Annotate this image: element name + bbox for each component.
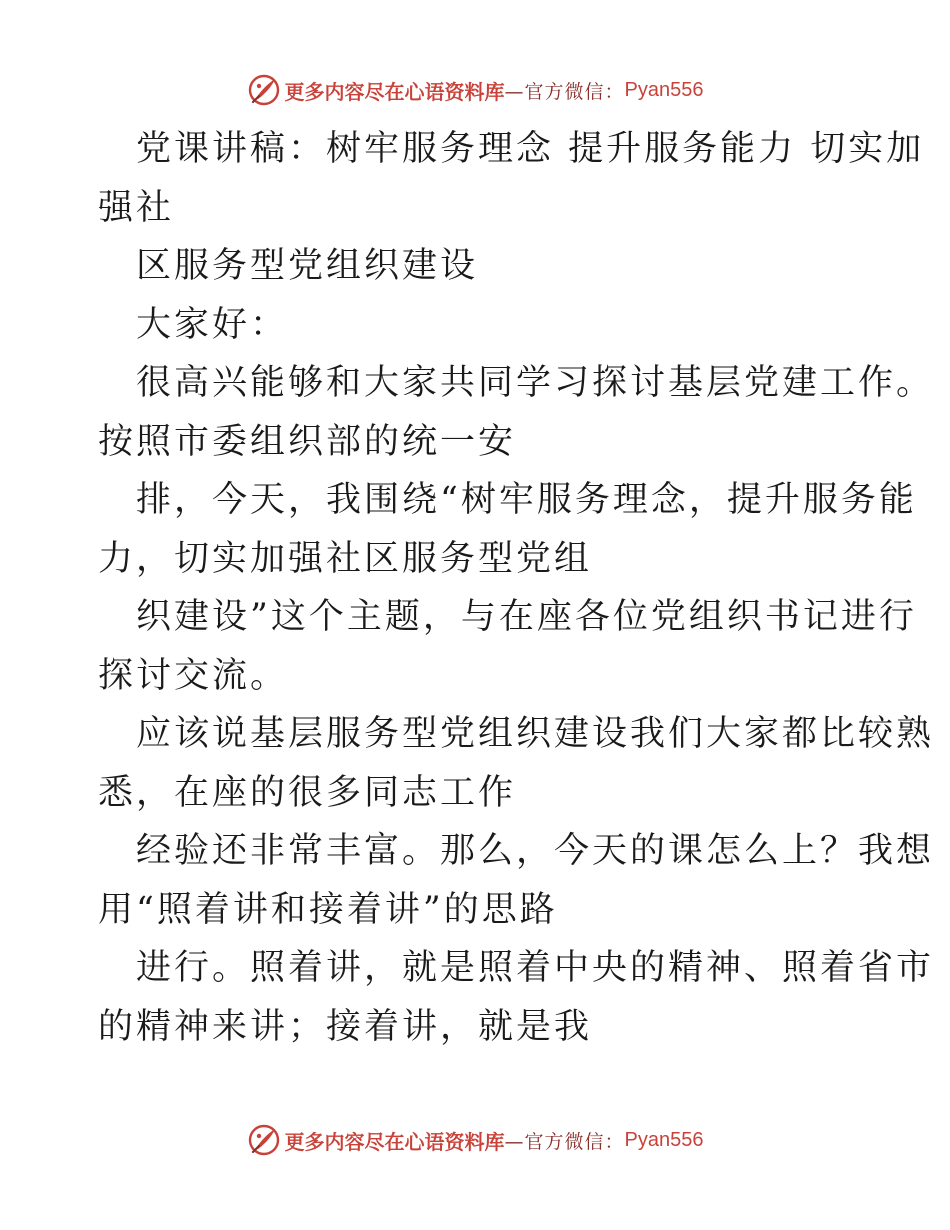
text-line: 应该说基层服务型党组织建设我们大家都比较熟 xyxy=(136,714,935,754)
text-line: 党课讲稿：树牢服务理念 提升服务能力 切实加 xyxy=(136,129,925,169)
header-library-text: 更多内容尽在心语资料库 xyxy=(284,79,505,104)
text-line: 悉，在座的很多同志工作 xyxy=(98,772,517,813)
header-wechat-label: —官方微信： xyxy=(504,80,625,103)
quill-pen-icon xyxy=(247,73,281,107)
text-line: 排，今天，我围绕“树牢服务理念，提升服务能 xyxy=(136,480,917,520)
footer-wechat-label: —官方微信： xyxy=(504,1130,625,1153)
header-wechat-id: Pyan556 xyxy=(624,78,704,101)
text-line: 力，切实加强社区服务型党组 xyxy=(98,538,593,579)
text-line: 经验还非常丰富。那么，今天的课怎么上？我想 xyxy=(136,831,935,871)
text-line: 大家好： xyxy=(136,304,289,345)
footer-wechat-id: Pyan556 xyxy=(624,1128,704,1151)
text-line: 强社 xyxy=(98,187,175,228)
text-line: 按照市委组织部的统一安 xyxy=(98,421,517,462)
footer-library-text: 更多内容尽在心语资料库 xyxy=(284,1129,505,1154)
text-line: 织建设”这个主题，与在座各位党组织书记进行 xyxy=(136,597,917,637)
text-line: 很高兴能够和大家共同学习探讨基层党建工作。 xyxy=(136,363,935,403)
text-line: 探讨交流。 xyxy=(98,655,289,696)
text-line: 的精神来讲；接着讲，就是我 xyxy=(98,1006,593,1047)
text-line: 区服务型党组织建设 xyxy=(136,246,479,286)
footer-banner xyxy=(0,1120,950,1160)
document-body xyxy=(98,120,935,1056)
header-banner xyxy=(0,70,950,110)
text-line: 用“照着讲和接着讲”的思路 xyxy=(98,889,558,930)
text-line: 进行。照着讲，就是照着中央的精神、照着省市 xyxy=(136,948,935,988)
quill-pen-icon xyxy=(247,1123,281,1157)
